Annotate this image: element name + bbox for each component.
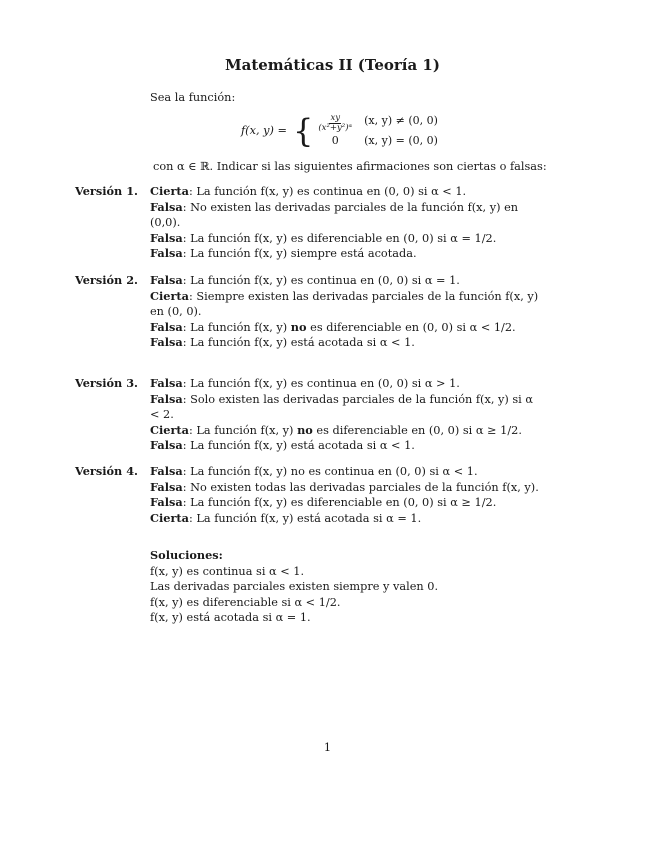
intro-text: Sea la función: [150, 91, 236, 104]
emphasis: no [297, 422, 313, 437]
statement-text: : Solo existen las derivadas parciales de la función f(x, y) si α < 2. [150, 392, 534, 422]
solution-line: f(x, y) es diferenciable si α < 1/2. [150, 595, 341, 609]
verdict: Falsa [150, 495, 183, 510]
solutions-heading: Soluciones: [150, 548, 223, 562]
statement-text: : La función f(x, y) está acotada si α < 1. [182, 336, 415, 350]
statement [150, 320, 545, 336]
verdict: Cierta [150, 422, 189, 437]
statement [150, 246, 545, 262]
case2-value: 0 [331, 134, 339, 147]
statement-text: : La función f(x, y) está acotada si α < 1. [182, 439, 415, 453]
version-items [150, 376, 545, 454]
page-number: 1 [323, 741, 332, 754]
solutions-section [150, 548, 550, 626]
verdict: Falsa [150, 391, 183, 406]
solution-line: f(x, y) está acotada si α = 1. [150, 611, 311, 625]
statement-text: : No existen todas las derivadas parciales de la función f(x, y). [182, 480, 539, 494]
verdict: Falsa [150, 246, 183, 261]
case1-numerator: xy [330, 113, 341, 123]
function-definition [241, 114, 438, 148]
verdict: Falsa [150, 335, 183, 350]
emphasis: no [290, 319, 307, 334]
version-label: Versión 3. [75, 376, 138, 390]
statement [150, 464, 545, 480]
version-label: Versión 2. [75, 273, 138, 287]
statement [150, 376, 545, 392]
verdict: Falsa [150, 438, 183, 453]
statement-text: : La función f(x, y) es continua en (0, 0) si α < 1. [188, 185, 467, 198]
version-label: Versión 1. [75, 184, 138, 198]
version-items [150, 464, 545, 526]
statement-text: : La función f(x, y) es continua en (0, 0) si α > 1. [182, 377, 460, 390]
case1-condition: (x, y) ≠ (0, 0) [364, 114, 438, 127]
condition-text: con α ∈ ℝ. Indicar si las siguientes afirmaciones son ciertas o falsas: [153, 160, 547, 173]
verdict: Falsa [150, 464, 183, 478]
version-items [150, 184, 545, 262]
statement [150, 511, 545, 527]
verdict: Falsa [150, 230, 183, 245]
statement [150, 289, 545, 320]
verdict: Falsa [150, 376, 183, 390]
solution-line: f(x, y) es continua si α < 1. [150, 564, 305, 578]
statement-text: es diferenciable en (0, 0) si α ≥ 1/2. [312, 423, 522, 437]
statement [150, 438, 545, 454]
verdict: Falsa [150, 479, 183, 494]
statement [150, 273, 545, 289]
statement-text: : La función f(x, y) es continua en (0, 0) si α = 1. [182, 274, 460, 287]
case1-denominator: (x²+y²)ᵅ [318, 123, 353, 133]
case2-condition: (x, y) = (0, 0) [364, 134, 438, 147]
case1-value [318, 114, 352, 133]
verdict: Falsa [150, 199, 183, 214]
verdict: Cierta [150, 288, 189, 303]
verdict: Falsa [150, 273, 183, 287]
function-cases [318, 114, 438, 148]
statement-text: : La función f(x, y) [188, 423, 298, 437]
statement-text: : La función f(x, y) siempre está acotada. [182, 247, 417, 261]
verdict: Cierta [150, 510, 189, 525]
statement-text: : La función f(x, y) [182, 320, 291, 334]
document-title: Matemáticas II (Teoría 1) [225, 56, 440, 74]
function-lhs: f(x, y) = [241, 124, 287, 138]
statement-text: es diferenciable en (0, 0) si α < 1/2. [306, 320, 516, 334]
statement-text: : La función f(x, y) está acotada si α = 1. [188, 511, 422, 525]
statement [150, 480, 545, 496]
version-label: Versión 4. [75, 464, 138, 478]
verdict: Falsa [150, 319, 183, 334]
verdict: Cierta [150, 184, 189, 198]
statement [150, 423, 545, 439]
statement-text: : Siempre existen las derivadas parciales de la función f(x, y) en (0, 0). [150, 289, 539, 319]
statement [150, 184, 545, 200]
statement-text: : La función f(x, y) es diferenciable en (0, 0) si α ≥ 1/2. [182, 496, 497, 510]
statement [150, 495, 545, 511]
version-items [150, 273, 545, 351]
statement [150, 392, 545, 423]
statement-text: : La función f(x, y) no es continua en (0, 0) si α < 1. [182, 465, 478, 478]
solution-line: Las derivadas parciales existen siempre y valen 0. [150, 580, 439, 594]
statement [150, 231, 545, 247]
statement [150, 200, 545, 231]
cases-brace: { [293, 112, 314, 150]
statement-text: : La función f(x, y) es diferenciable en (0, 0) si α = 1/2. [182, 231, 497, 245]
statement [150, 335, 545, 351]
statement-text: : No existen las derivadas parciales de la función f(x, y) en (0,0). [150, 200, 519, 230]
